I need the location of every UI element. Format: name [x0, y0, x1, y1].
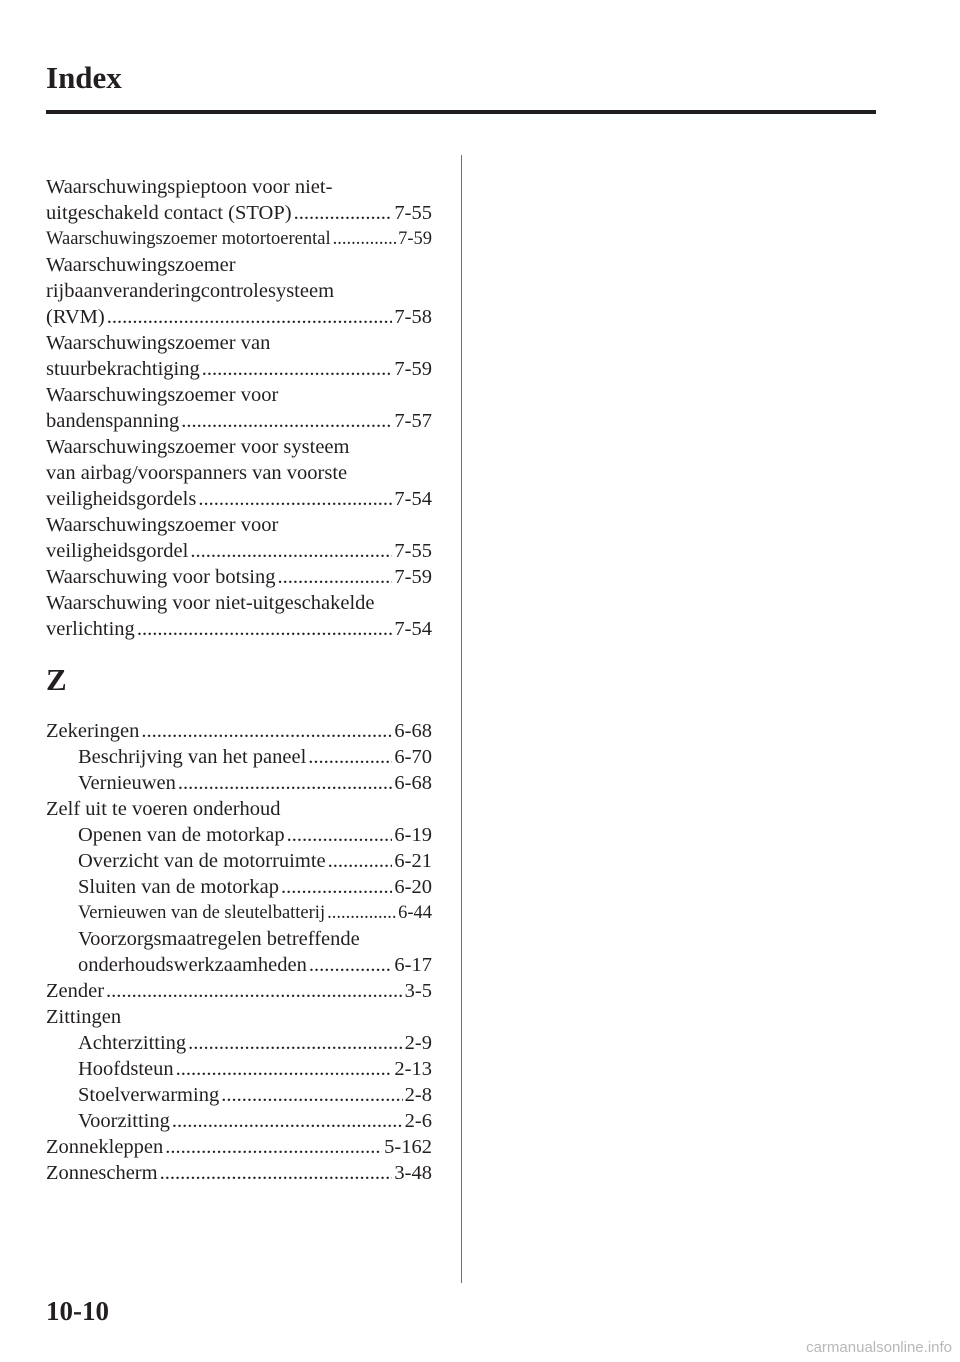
dot-leader: [181, 408, 392, 434]
dot-leader: [221, 1082, 402, 1108]
entry-label: Overzicht van de motorruimte: [78, 850, 326, 872]
index-entry: [46, 226, 432, 252]
dot-leader: [333, 226, 396, 252]
dot-leader: [281, 874, 392, 900]
dot-leader: [107, 304, 393, 330]
index-entry: [46, 200, 432, 226]
index-entries: [46, 174, 432, 1186]
entry-label: Zonnescherm: [46, 1162, 158, 1184]
index-entry: [46, 486, 432, 512]
index-entry-text: [46, 926, 432, 952]
entry-label: onderhoudswerkzaamheden: [78, 954, 307, 976]
entry-label: Stoelverwarming: [78, 1084, 220, 1106]
entry-label: Sluiten van de motorkap: [78, 876, 279, 898]
entry-page-ref: 7-59: [398, 229, 432, 249]
entry-label: veiligheidsgordel: [46, 540, 189, 562]
index-section-w: [46, 174, 432, 642]
index-entry-text: [46, 278, 432, 304]
entry-page-ref: 6-19: [394, 824, 432, 846]
index-entry-text: [46, 174, 432, 200]
entry-label: rijbaanveranderingcontrolesysteem: [46, 280, 335, 302]
dot-leader: [141, 718, 392, 744]
entry-page-ref: 6-68: [394, 720, 432, 742]
entry-page-ref: 6-17: [394, 954, 432, 976]
index-entry-text: [46, 590, 432, 616]
entry-label: Waarschuwingszoemer voor: [46, 384, 279, 406]
index-entry: [46, 952, 432, 978]
entry-page-ref: 7-55: [394, 540, 432, 562]
index-entry: [46, 848, 432, 874]
entry-label: Waarschuwingszoemer voor systeem: [46, 436, 350, 458]
entry-label: uitgeschakeld contact (STOP): [46, 202, 292, 224]
entry-label: Zonnekleppen: [46, 1136, 164, 1158]
entry-page-ref: 7-59: [394, 566, 432, 588]
index-entry: [46, 538, 432, 564]
entry-label: Waarschuwingszoemer van: [46, 332, 271, 354]
entry-label: Zender: [46, 980, 105, 1002]
index-entry-text: [46, 330, 432, 356]
entry-label: Waarschuwingszoemer voor: [46, 514, 279, 536]
index-entry: [46, 770, 432, 796]
entry-page-ref: 7-57: [394, 410, 432, 432]
entry-label: verlichting: [46, 618, 135, 640]
dot-leader: [106, 978, 403, 1004]
page-number: 10-10: [46, 1296, 109, 1326]
entry-page-ref: 7-55: [394, 202, 432, 224]
index-entry: [46, 1134, 432, 1160]
entry-page-ref: 2-13: [394, 1058, 432, 1080]
dot-leader: [328, 848, 393, 874]
entry-label: Vernieuwen: [78, 772, 176, 794]
entry-label: Zittingen: [46, 1006, 122, 1028]
entry-label: Vernieuwen van de sleutelbatterij: [78, 903, 326, 923]
entry-label: Waarschuwingszoemer: [46, 254, 236, 276]
index-entry: [46, 718, 432, 744]
entry-label: veiligheidsgordels: [46, 488, 197, 510]
index-entry: [46, 1108, 432, 1134]
entry-page-ref: 7-54: [394, 618, 432, 640]
index-entry: [46, 1082, 432, 1108]
dot-leader: [327, 900, 396, 926]
entry-page-ref: 2-8: [404, 1084, 432, 1106]
entry-label: Zekeringen: [46, 720, 140, 742]
index-entry: [46, 744, 432, 770]
index-entry-text: [46, 252, 432, 278]
entry-label: van airbag/voorspanners van voorste: [46, 462, 348, 484]
column-divider: [461, 155, 462, 1283]
entry-page-ref: 2-6: [404, 1110, 432, 1132]
dot-leader: [137, 616, 393, 642]
index-entry-text: [46, 382, 432, 408]
entry-page-ref: 7-59: [394, 358, 432, 380]
entry-page-ref: 6-68: [394, 772, 432, 794]
index-section-z: [46, 718, 432, 1186]
index-entry: [46, 1030, 432, 1056]
dot-leader: [176, 1056, 393, 1082]
index-entry: [46, 900, 432, 926]
entry-label: Waarschuwing voor niet-uitgeschakelde: [46, 592, 375, 614]
index-entry: [46, 304, 432, 330]
entry-label: bandenspanning: [46, 410, 180, 432]
entry-label: Waarschuwingspieptoon voor niet-: [46, 176, 333, 198]
entry-label: Voorzorgsmaatregelen betreffende: [78, 928, 360, 950]
index-entry-text: [46, 434, 432, 460]
dot-leader: [278, 564, 393, 590]
entry-page-ref: 7-54: [394, 488, 432, 510]
dot-leader: [160, 1160, 393, 1186]
entry-page-ref: 6-20: [394, 876, 432, 898]
entry-label: Waarschuwing voor botsing: [46, 566, 276, 588]
dot-leader: [178, 770, 393, 796]
entry-page-ref: 3-5: [404, 980, 432, 1002]
entry-label: Zelf uit te voeren onderhoud: [46, 798, 281, 820]
dot-leader: [198, 486, 392, 512]
entry-label: Waarschuwingszoemer motortoerental: [46, 229, 331, 249]
index-entry-text: [46, 512, 432, 538]
index-entry: [46, 564, 432, 590]
dot-leader: [188, 1030, 403, 1056]
dot-leader: [309, 952, 393, 978]
dot-leader: [287, 822, 393, 848]
entry-label: Openen van de motorkap: [78, 824, 285, 846]
dot-leader: [308, 744, 392, 770]
index-entry-text: [46, 460, 432, 486]
entry-label: Achterzitting: [78, 1032, 187, 1054]
dot-leader: [190, 538, 392, 564]
entry-page-ref: 6-44: [398, 903, 432, 923]
index-entry: [46, 1160, 432, 1186]
dot-leader: [165, 1134, 382, 1160]
index-entry: [46, 1056, 432, 1082]
dot-leader: [294, 200, 393, 226]
entry-label: Hoofdsteun: [78, 1058, 174, 1080]
header-rule: [46, 110, 876, 114]
entry-page-ref: 6-21: [394, 850, 432, 872]
index-entry: [46, 356, 432, 382]
entry-page-ref: 7-58: [394, 306, 432, 328]
entry-page-ref: 3-48: [394, 1162, 432, 1184]
index-entry-text: [46, 1004, 432, 1030]
entry-label: Beschrijving van het paneel: [78, 746, 307, 768]
entry-label: (RVM): [46, 306, 105, 328]
entry-label: Voorzitting: [78, 1110, 170, 1132]
dot-leader: [172, 1108, 403, 1134]
entry-page-ref: 2-9: [404, 1032, 432, 1054]
watermark: carmanualsonline.info: [806, 1339, 952, 1356]
index-entry: [46, 874, 432, 900]
entry-page-ref: 5-162: [384, 1136, 432, 1158]
page-title: Index: [46, 60, 122, 95]
index-entry: [46, 616, 432, 642]
index-entry: [46, 822, 432, 848]
index-entry: [46, 978, 432, 1004]
index-entry-text: [46, 796, 432, 822]
dot-leader: [202, 356, 393, 382]
entry-label: stuurbekrachtiging: [46, 358, 200, 380]
index-entry: [46, 408, 432, 434]
entry-page-ref: 6-70: [394, 746, 432, 768]
section-letter-z: Z: [46, 662, 67, 697]
